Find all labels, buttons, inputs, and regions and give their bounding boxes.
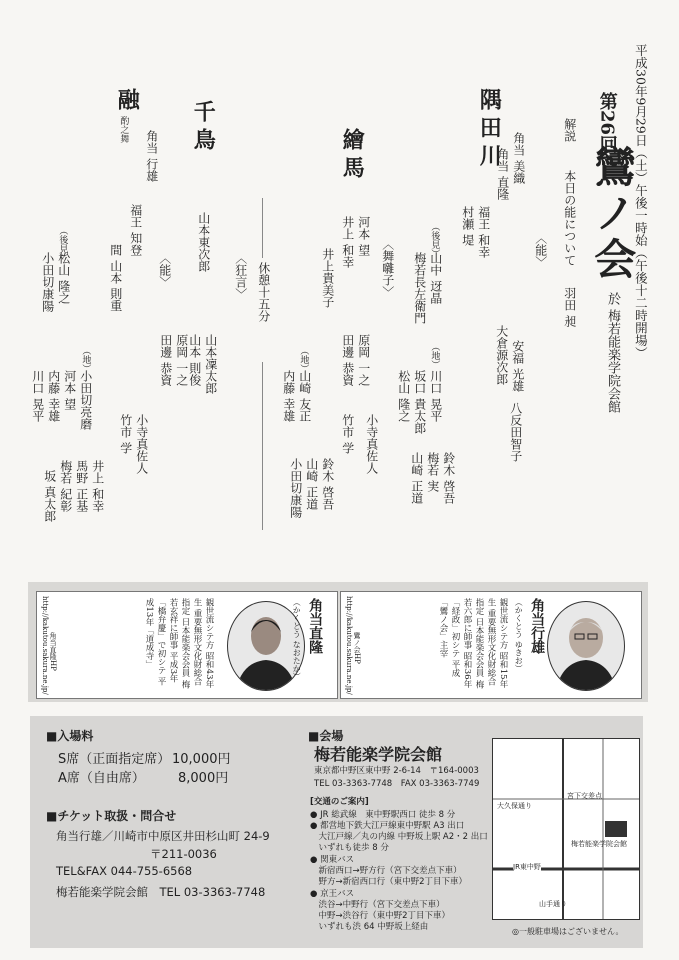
shimai-role: 井上 和幸 bbox=[340, 216, 355, 268]
access-line: いずれも徒歩 8 分 bbox=[310, 843, 389, 853]
kaisetsu-speaker: 羽田 昶 bbox=[562, 287, 577, 327]
access-line: ● 関東バス bbox=[310, 855, 355, 865]
noh1-ji: 松山 隆之 bbox=[396, 370, 411, 422]
shimai-title: 繪馬 bbox=[339, 128, 366, 184]
s-seat-price: 10,000円 bbox=[172, 752, 231, 767]
a-seat-price: 8,000円 bbox=[178, 771, 229, 786]
shimai-ji: 小田切康陽 bbox=[288, 458, 303, 518]
contact-address: 角当行雄／川崎市中原区井田杉山町 24-9 bbox=[56, 829, 270, 843]
profile-card-yukio bbox=[340, 591, 642, 699]
noh1-title: 隅田川 bbox=[476, 88, 503, 172]
noh1-role: 角当 美織 bbox=[511, 132, 526, 184]
map-label: JR東中野 bbox=[513, 863, 541, 871]
noh2-ji: 川口 晃平 bbox=[30, 370, 45, 422]
profile-name: 角当直隆 bbox=[307, 598, 324, 654]
access-line: 新宿西口→野方行（宮下交差点下車） bbox=[310, 866, 462, 876]
noh2-ji: 田邊 恭資 bbox=[158, 334, 173, 386]
profile-card-naotaka bbox=[36, 591, 338, 699]
venue-tel: TEL 03-3363-7748 FAX 03-3363-7749 bbox=[314, 779, 480, 789]
noh2-ji: 梅若 紀彰 bbox=[58, 460, 73, 512]
noh2-koken: 松山 隆之 bbox=[56, 252, 71, 304]
contact-heading: ■チケット取扱・問合せ bbox=[46, 809, 177, 823]
noh1-koken: 山中 迓晶 bbox=[428, 252, 443, 304]
noh1-koken-label: （後見） bbox=[429, 222, 440, 258]
shimai-ji: 山崎 正道 bbox=[304, 458, 319, 510]
noh2-ji: 内藤 幸雄 bbox=[46, 370, 61, 422]
noh2-subtitle: 酌之舞 bbox=[118, 116, 129, 143]
profile-url[interactable]: http://kakutou.sakura.ne.jp/ bbox=[41, 596, 50, 695]
shimai-role: 井上貴美子 bbox=[320, 248, 335, 308]
access-line: 野方→新宿西口行（東中野2丁目下車） bbox=[310, 877, 468, 887]
access-line: ● 都営地下鉄大江戸線東中野駅 A3 出口 bbox=[310, 821, 465, 831]
access-line: 中野→渋谷行（東中野2丁目下車） bbox=[310, 911, 451, 921]
venue-line: 於 梅若能楽学院会館 bbox=[604, 292, 620, 414]
kaisetsu-text: 本日の能について bbox=[562, 170, 577, 266]
map-label: 大久保通り bbox=[497, 802, 532, 810]
noh2-role: 角当 行雄 bbox=[144, 130, 159, 182]
profile-kana: （かくとう なおたか） bbox=[292, 598, 302, 681]
noh1-ji: 梅若 実 bbox=[425, 452, 440, 492]
venue-heading: ■会場 bbox=[308, 729, 344, 743]
kyogen-role: 山本 則俊 bbox=[187, 334, 202, 386]
noh2-title: 融 bbox=[114, 88, 141, 116]
noh2-ji: 小田切亮磨 bbox=[78, 370, 93, 430]
event-title: 鸞ノ会 bbox=[588, 145, 638, 283]
portrait-photo bbox=[547, 601, 625, 691]
map-label: 梅若能楽学院会館 bbox=[571, 840, 627, 848]
noh1-ji: 山崎 正道 bbox=[409, 452, 424, 504]
noh2-label: 〈能〉 bbox=[157, 252, 172, 288]
kyogen-role: 山本東次郎 bbox=[196, 212, 211, 272]
noh1-hayashi: 八反田智子 bbox=[508, 402, 523, 462]
shimai-ji: 原岡 一之 bbox=[356, 334, 371, 386]
noh2-ji: 竹市 学 bbox=[118, 414, 133, 454]
break-label: 休憩十五分 bbox=[256, 262, 271, 322]
profile-url[interactable]: http://kakutou.sakura.ne.jp/ bbox=[345, 596, 354, 695]
access-line: ● JR 総武線 東中野駅西口 徒歩 8 分 bbox=[310, 810, 456, 820]
noh1-hayashi: 安福 光雄 bbox=[510, 340, 525, 392]
noh2-ji: 坂 真太郎 bbox=[42, 470, 57, 522]
noh1-ji-label: （地） bbox=[429, 342, 440, 369]
noh1-hayashi: 大倉源次郎 bbox=[494, 325, 509, 385]
shimai-ji: 鈴木 啓吾 bbox=[320, 458, 335, 510]
contact-tel: TEL&FAX 044-755-6568 bbox=[56, 864, 193, 878]
noh2-role: 間 山本 則重 bbox=[108, 244, 123, 312]
noh2-ji: 河本 望 bbox=[62, 370, 77, 410]
kyogen-title: 千鳥 bbox=[190, 100, 217, 156]
noh1-label: 〈能〉 bbox=[533, 232, 548, 268]
access-line: いずれも渋 64 中野坂上経由 bbox=[310, 922, 429, 932]
venue-address: 東京都中野区東中野 2-6-14 〒164-0003 bbox=[314, 766, 479, 776]
kaisetsu-label: 解説 bbox=[562, 118, 577, 142]
noh2-koken: 小田切康陽 bbox=[40, 252, 55, 312]
contact-venue-tel: 梅若能楽学院会館 TEL 03-3363-7748 bbox=[56, 885, 266, 899]
shimai-label: 〈舞囃子〉 bbox=[380, 238, 395, 298]
shimai-ji: 竹市 学 bbox=[340, 414, 355, 454]
access-map bbox=[492, 738, 640, 920]
profile-homepage: 鸞ノ会HP bbox=[353, 632, 362, 664]
edition-number: 第26回 bbox=[596, 92, 618, 154]
noh2-koken-label: （後見） bbox=[57, 226, 68, 262]
s-seat-label: S席（正面指定席） bbox=[58, 752, 171, 767]
venue-marker bbox=[605, 821, 627, 837]
noh2-role: 福王 知登 bbox=[128, 204, 143, 256]
profile-bio: 観世流シテ方 昭和43年生 重要無形文化財総合指定 日本能楽会会員 梅若玄祥に師事 平成3年「橋弁慶」で初シテ 平成13年「道成寺」 bbox=[144, 598, 214, 689]
divider bbox=[262, 198, 263, 258]
noh2-ji: 小寺真佐人 bbox=[134, 414, 149, 474]
noh2-ji: 井上 和幸 bbox=[90, 460, 105, 512]
shimai-ji: 田邊 恭資 bbox=[340, 334, 355, 386]
access-line: 大江戸線／丸の内線 中野坂上駅 A2・2 出口 bbox=[310, 832, 488, 842]
parking-note: ◎一般駐車場はございません。 bbox=[512, 927, 624, 936]
kyogen-label: 〈狂言〉 bbox=[233, 252, 248, 300]
shimai-ji: 山崎 友正 bbox=[297, 370, 312, 422]
noh2-ji: 馬野 正基 bbox=[74, 460, 89, 512]
shimai-ji: 内藤 幸雄 bbox=[281, 370, 296, 422]
noh2-ji-label: （地） bbox=[80, 346, 91, 373]
noh1-koken: 梅若長左衛門 bbox=[412, 252, 427, 324]
noh1-role: 福王 和幸 bbox=[476, 206, 491, 258]
access-heading: [交通のご案内] bbox=[310, 797, 369, 807]
divider bbox=[262, 362, 263, 530]
contact-zip: 〒211-0036 bbox=[150, 847, 217, 861]
performance-date: 平成30年9月29日（土）午後一時始（午後十二時開場） bbox=[633, 44, 649, 359]
access-line: ● 京王バス bbox=[310, 889, 355, 899]
noh1-ji: 鈴木 啓吾 bbox=[441, 452, 456, 504]
profile-kana: （かくとう ゆきお） bbox=[514, 598, 524, 673]
noh1-ji: 坂口 貴太郎 bbox=[412, 370, 427, 434]
noh2-ji: 原岡 一之 bbox=[174, 334, 189, 386]
venue-name: 梅若能楽学院会館 bbox=[314, 745, 443, 764]
shimai-role: 河本 望 bbox=[356, 216, 371, 256]
noh1-role: 村瀬 堤 bbox=[460, 206, 475, 246]
noh1-ji: 川口 晃平 bbox=[428, 370, 443, 422]
shimai-ji-label: （地） bbox=[298, 346, 309, 373]
ticket-heading: ■入場料 bbox=[46, 729, 94, 743]
shimai-ji: 小寺真佐人 bbox=[364, 414, 379, 474]
profile-bio: 観世流シテ方 昭和15年生 重要無形文化財総合指定 日本能楽会会員 梅若六郎に師事 昭和36年「経政」初シテ 平成「鸞ノ会」主宰 bbox=[438, 598, 508, 689]
profile-name: 角当行雄 bbox=[529, 598, 546, 654]
noh1-role: 角当 直隆 bbox=[495, 148, 510, 200]
map-label: 宮下交差点 bbox=[567, 792, 602, 800]
profile-homepage: 角当直隆HP bbox=[49, 632, 58, 671]
access-line: 渋谷→中野行（宮下交差点下車） bbox=[310, 900, 445, 910]
map-label: 山手通り bbox=[539, 900, 567, 908]
kyogen-role: 山本凜太郎 bbox=[203, 334, 218, 394]
a-seat-label: A席（自由席） bbox=[58, 771, 145, 786]
